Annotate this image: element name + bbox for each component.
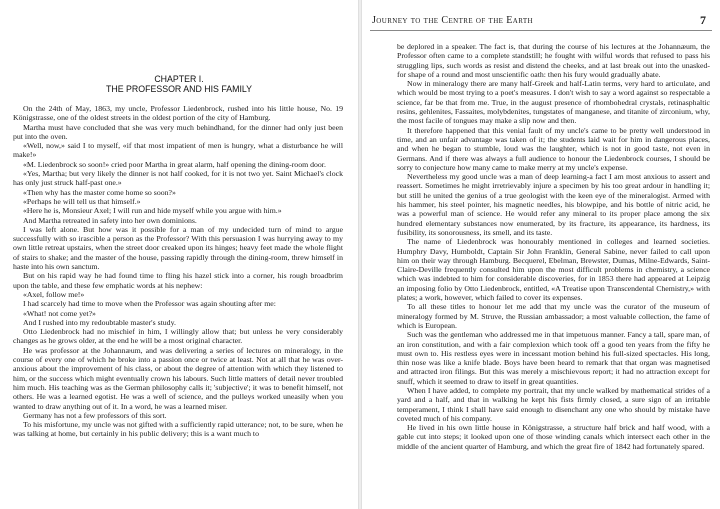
paragraph: «Then why has the master come home so soon?» <box>23 187 176 197</box>
paragraph: To all these titles to honour let me add that my uncle was the curator of the museum of mineralogy formed by M. Struve, the Russian ambassador; a most valuable collection, the fame of which is European. <box>397 302 710 330</box>
paragraph: Nevertheless my good uncle was a man of deep learning-a fact I am most anxious to assert and reassert. Sometimes he might irretrievably injure a specimen by his too great ardour in handling it; but still he united the genius of a true geologist with the keen eye of the mineralogist. Armed with his hammer, his steel pointer, his magnetic needles, his blowpipe, and his bottle of nitric acid, he was a powerful man of science. He would refer any mineral to its proper place among the six hundred elementary substances now enumerated, by its fracture, its appearance, its hardness, its fusibility, its sonorousness, its smell, and its taste. <box>397 172 710 237</box>
paragraph: Martha must have concluded that she was very much behindhand, for the dinner had only just been put into the oven. <box>13 122 343 141</box>
paragraph: He lived in his own little house in Königstrasse, a structure half brick and half wood, with a gable cut into steps; it looked upon one of those winding canals which intersect each other in the middle of the ancient quarter of Hamburg, and which the great fire of 1842 had fortunately spared. <box>397 423 710 451</box>
chapter-title: THE PROFESSOR AND HIS FAMILY <box>106 84 252 94</box>
left-page-body <box>13 104 343 439</box>
paragraph: Such was the gentleman who addressed me in that impetuous manner. Fancy a tall, spare man, of an iron constitution, and with a fair complexion which took off a good ten years from the fifty he must own to. His restless eyes were in incessant motion behind his full-sized spectacles. His long, thin nose was like a knife blade. Boys have been heard to remark that that organ was magnetised and attracted iron filings. But this was merely a mischievous report; it had no attraction except for snuff, which it seemed to draw to itself in great quantities. <box>397 330 710 386</box>
paragraph: «M. Liedenbrock so soon!» cried poor Martha in great alarm, half opening the dining-room door. <box>23 159 326 169</box>
page-number: 7 <box>700 13 706 27</box>
running-header <box>370 14 712 31</box>
left-page <box>0 0 358 509</box>
paragraph: Otto Liedenbrock had no mischief in him, I willingly allow that; but unless he very considerably changes as he grows older, at the end he will be a most original character. <box>13 327 343 346</box>
running-title: Journey to the Centre of the Earth <box>372 15 533 26</box>
paragraph: But on his rapid way he had found time to fling his hazel stick into a corner, his rough broadbrim upon the table, and these few emphatic words at his nephew: <box>13 271 343 290</box>
paragraph: I was left alone. But how was it possible for a man of my undecided turn of mind to argue successfully with so irascible a person as the Professor? With this persuasion I was hurrying away to my own little retreat upstairs, when the street door creaked upon its hinges; heavy feet made the whole flight of stairs to shake; and the master of the house, passing rapidly through the dining-room, threw himself in haste into his own sanctum. <box>13 224 343 272</box>
paragraph: He was professor at the Johannæum, and was delivering a series of lectures on mineralogy, in the course of every one of which he broke into a passion once or twice at least. Not at all that he was over-anxious about the improvement of his class, or about the degree of attention with which they listened to him, or the success which might eventually crown his labours. Such little matters of detail never troubled him much. His teaching was as the German philosophy calls it; 'subjective'; it was to benefit himself, not others. He was a learned egotist. He was a well of science, and the pulleys worked uneasily when you wanted to draw anything out of it. In a word, he was a learned miser. <box>13 345 343 411</box>
paragraph: When I have added, to complete my portrait, that my uncle walked by mathematical strides of a yard and a half, and that in walking he kept his fists firmly closed, a sure sign of an irritable temperament, I think I shall have said enough to disenchant any one who should by mistake have coveted much of his company. <box>397 385 710 423</box>
chapter-heading <box>0 74 358 94</box>
paragraph: To his misfortune, my uncle was not gifted with a sufficiently rapid utterance; not, to be sure, when he was talking at home, but certainly in his public delivery; this is a want much to <box>13 420 343 439</box>
paragraph: «Well, now,» said I to myself, «if that most impatient of men is hungry, what a disturbance he will make!» <box>13 141 343 160</box>
paragraph: «Axel, follow me!» <box>23 289 85 299</box>
paragraph: I had scarcely had time to move when the Professor was again shouting after me: <box>23 299 276 309</box>
paragraph: And Martha retreated in safety into her own dominions. <box>23 215 197 225</box>
paragraph: «Here he is, Monsieur Axel; I will run and hide myself while you argue with him.» <box>23 206 282 216</box>
paragraph: And I rushed into my redoubtable master's study. <box>23 317 176 327</box>
chapter-number: CHAPTER I. <box>154 74 204 84</box>
paragraph: Germany has not a few professors of this sort. <box>23 410 167 420</box>
paragraph: «What! not come yet?» <box>23 308 96 318</box>
paragraph: On the 24th of May, 1863, my uncle, Professor Liedenbrock, rushed into his little house, No. 19 Königstrasse, one of the oldest streets in the oldest portion of the city of Hamburg. <box>13 104 343 123</box>
paragraph: Now in mineralogy there are many half-Greek and half-Latin terms, very hard to articulate, and which would be most trying to a poet's measures. I don't wish to say a word against so respectable a science, far be that from me. True, in the august presence of rhombohedral crystals, retinasphaltic resins, gehlenites, Fassaites, molybdenites, tungstates of manganese, and titanite of zirconium, why, the most facile of tongues may make a slip now and then. <box>397 79 710 126</box>
paragraph: It therefore happened that this venial fault of my uncle's came to be pretty well understood in time, and an unfair advantage was taken of it; the students laid wait for him in dangerous places, and when he began to stumble, loud was the laughter, which is not in good taste, not even in Germans. And if there was always a full audience to honour the Liedenbrock courses, I should be sorry to conjecture how many came to make merry at my uncle's expense. <box>397 125 710 172</box>
paragraph: «Perhaps he will tell us that himself.» <box>23 196 141 206</box>
right-page <box>362 0 720 509</box>
right-page-body <box>397 42 710 451</box>
paragraph: be deplored in a speaker. The fact is, that during the course of his lectures at the Johannæum, the Professor often came to a complete standstill; he fought with wilful words that refused to pass his struggling lips, such words as resist and distend the cheeks, and at last break out into the unasked-for shape of a round and most unscientific oath: then his fury would gradually abate. <box>397 42 710 79</box>
paragraph: «Yes, Martha; but very likely the dinner is not half cooked, for it is not two yet. Saint Michael's clock has only just struck half-past one.» <box>13 169 343 188</box>
paragraph: The name of Liedenbrock was honourably mentioned in colleges and learned societies. Humphry Davy, Humboldt, Captain Sir John Franklin, General Sabine, never failed to call upon him on their way through Hamburg. Becquerel, Ebelman, Brewster, Dumas, Milne-Edwards, Saint-Claire-Deville frequently consulted him upon the most difficult problems in chemistry, a science which was indebted to him for considerable discoveries, for in 1853 there had appeared at Leipzig an imposing folio by Otto Liedenbrock, entitled, «A Treatise upon Transcendental Chemistry,» with plates; a work, however, which failed to cover its expenses. <box>397 237 710 303</box>
